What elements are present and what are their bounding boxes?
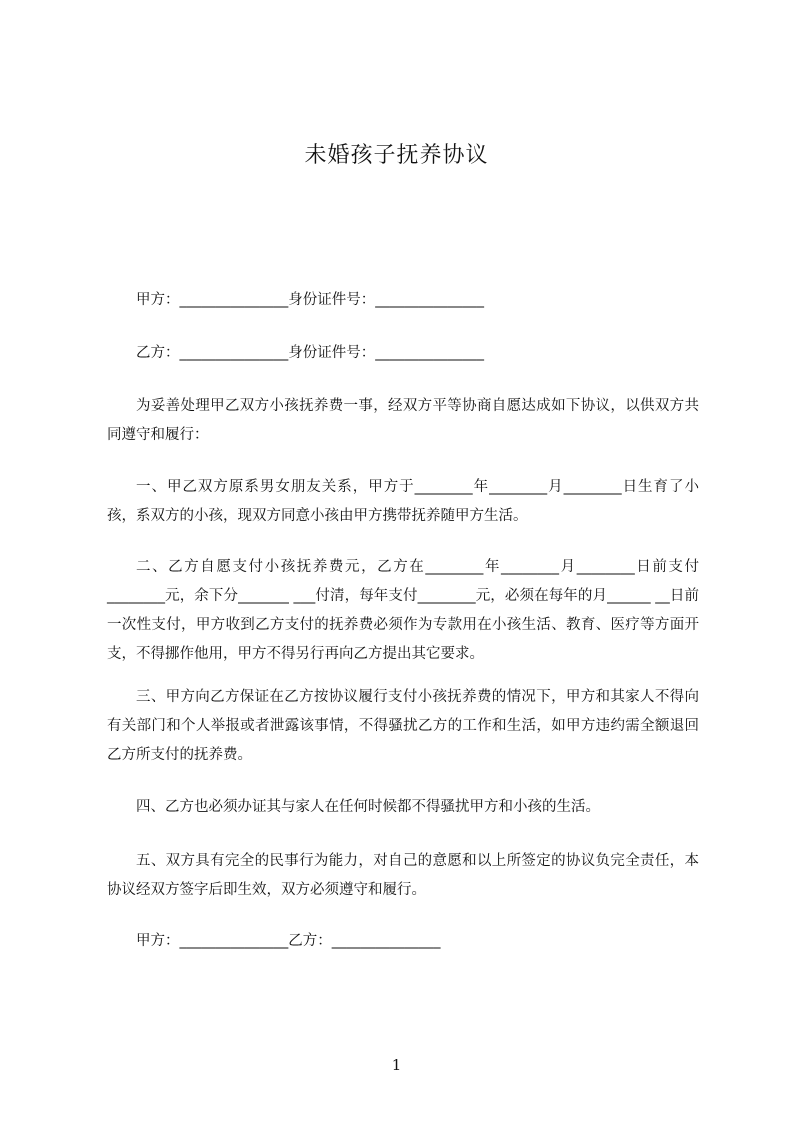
clause-3-paragraph: 三、甲方向乙方保证在乙方按协议履行支付小孩抚养费的情况下，甲方和其家人不得向有关部门和个人举报或者泄露该事情，不得骚扰乙方的工作和生活，如甲方违约需全额退回乙方所支付的抚养费。: [107, 689, 699, 763]
document-title: 未婚孩子抚养协议: [304, 143, 489, 168]
clause-1-paragraph: 一、甲乙双方原系男女朋友关系，甲方于________年________月________日生育了小孩，系双方的小孩，现双方同意小孩由甲方携带抚养随甲方生活。: [107, 479, 699, 524]
clause-4-paragraph: 四、乙方也必须办证其与家人在任何时候都不得骚扰甲方和小孩的生活。: [136, 799, 600, 815]
clause-2-paragraph: 二、乙方自愿支付小孩抚养费元，乙方在________年________月________日前支付________元，余下分_______ ___付清，每年支付________元，必须在每年的月______ __日前一次性支付，甲方收到乙方支付的抚养费必须作为专款用在小孩生活、教育、医疗等方面开支，不得挪作他用，甲方不得另行再向乙方提出其它要求。: [107, 559, 699, 662]
party-b-line: 乙方：_______________身份证件号：_______________: [136, 345, 484, 361]
clause-5-paragraph: 五、双方具有完全的民事行为能力，对自己的意愿和以上所签定的协议负完全责任，本协议经双方签字后即生效，双方必须遵守和履行。: [107, 853, 699, 898]
signature-line: 甲方：_______________乙方：_______________: [136, 933, 441, 949]
page-number: 1: [391, 1056, 402, 1074]
preamble-paragraph: 为妥善处理甲乙双方小孩抚养费一事，经双方平等协商自愿达成如下协议，以供双方共同遵守和履行：: [107, 398, 699, 443]
party-a-line: 甲方：_______________身份证件号：_______________: [136, 292, 484, 308]
